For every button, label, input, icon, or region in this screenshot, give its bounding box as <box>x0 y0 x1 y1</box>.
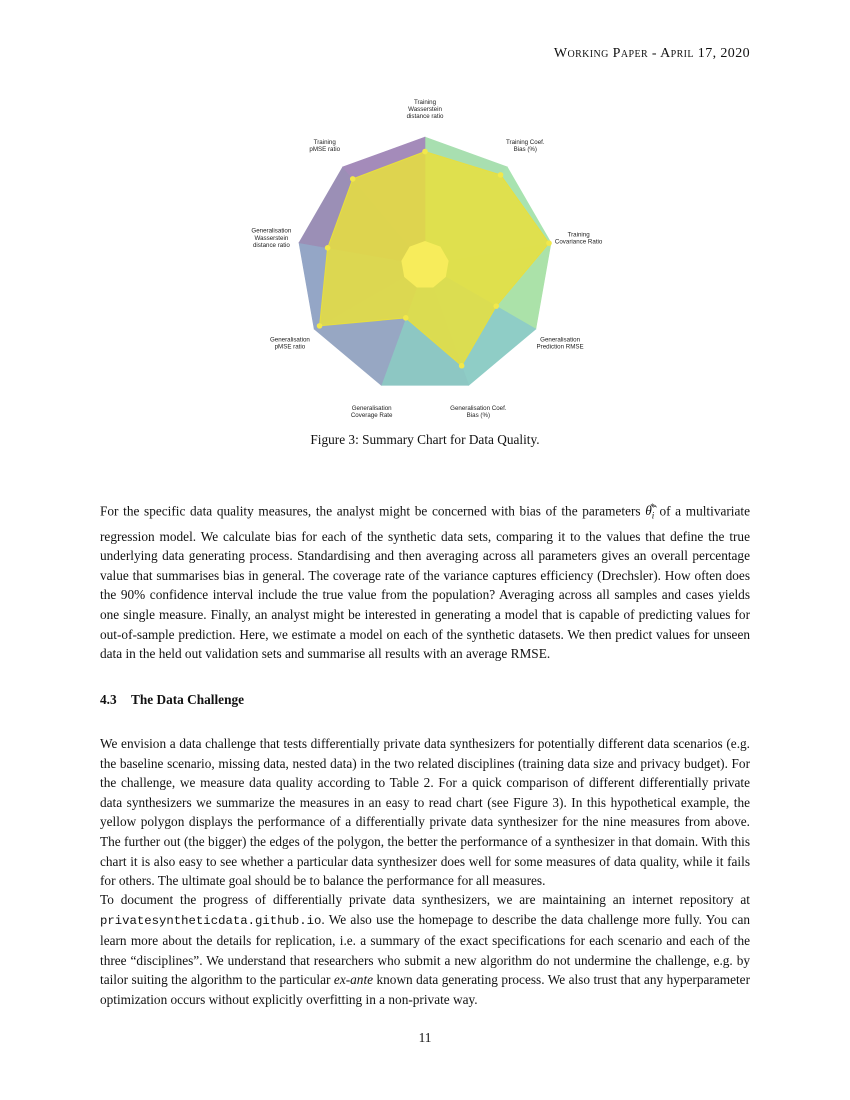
axis-label: Generalisation Coef. Bias (%) <box>450 404 507 420</box>
radar-vertex <box>403 315 409 321</box>
paragraph-repository <box>100 890 750 1010</box>
section-number: 4.3 <box>100 692 117 707</box>
section-title: The Data Challenge <box>131 692 245 707</box>
axis-label: Training Coef. Bias (%) <box>505 138 545 154</box>
axis-label: Generalisation pMSE ratio <box>269 336 310 351</box>
radar-vertex <box>350 176 356 182</box>
figure-caption: Figure 3: Summary Chart for Data Quality. <box>310 432 540 447</box>
radar-vertex <box>498 172 504 178</box>
section-heading <box>100 692 244 708</box>
axis-label: Training pMSE ratio <box>309 138 341 154</box>
radar-vertex <box>325 245 331 251</box>
axis-label: Training Covariance Ratio <box>554 231 603 246</box>
repository-url: privatesyntheticdata.github.io <box>100 913 322 928</box>
paragraph-bias-measures <box>100 498 750 664</box>
axis-label: Generalisation Wasserstein distance ratio <box>251 227 292 250</box>
axis-label: Training Wasserstein distance ratio <box>406 98 444 121</box>
axis-label: Generalisation Prediction RMSE <box>536 336 584 351</box>
radar-vertex <box>422 149 428 155</box>
paragraph-text: To document the progress of differentially private data synthesizers, we are maintaining an internet repository at <box>100 892 750 907</box>
theta-hat: θ̂ <box>645 503 652 519</box>
radar-vertex <box>546 240 552 246</box>
paragraph-text: of a multivariate regression model. We calculate bias for each of the synthetic data sets, comparing it to the values that define the true underlying data generating process. Standardising and then averaging across all parameters gives an overall percentage value that summarises bias in general. The coverage rate of the variance captures efficiency (Drechsler). How often does the 90% confidence interval include the true value from the population? Averaging across all samples and cases yields one single measure. Finally, an analyst might be interested in generating a model that is capable of predicting values for out-of-sample prediction. Here, we estimate a model on each of the synthetic datasets. We then predict values for unseen data in the held out validation sets and summarise all results with an average RMSE. <box>100 503 750 662</box>
axis-label: Generalisation Coverage Rate <box>350 404 393 420</box>
theta-superscript: * <box>650 502 655 512</box>
paragraph-text: For the specific data quality measures, the analyst might be concerned with bias of the parameters <box>100 503 646 519</box>
radar-vertex <box>459 363 465 369</box>
running-header: Working Paper - April 17, 2020 <box>553 46 750 61</box>
theta-hat-symbol <box>645 502 655 522</box>
radar-vertex <box>493 303 499 309</box>
paragraph-data-challenge: We envision a data challenge that tests differentially private data synthesizers for potentially different data scenarios (e.g. the baseline scenario, missing data, nested data) in the two related disciplines (training data size and privacy budget). For the challenge, we measure data quality according to Table 2. For a quick comparison of different differentially private data synthesizers we summarize the measures in an easy to read chart (see Figure 3). In this hypothetical example, the yellow polygon displays the performance of a differentially private data synthesizer for the nine measures from above. The further out (the bigger) the edges of the polygon, the better the performance of a synthesizer in that domain. With this chart it is also easy to see whether a particular data synthesizer does well for some measures of data quality, while it fails for others. The ultimate goal should be to balance the performance for all measures. <box>100 736 750 889</box>
paragraph-text: known data generating process. We also trust that any hyperparameter optimization occurs without explicitly overfitting in a non-private way. <box>100 972 751 1007</box>
theta-subscript: i <box>651 511 655 522</box>
page-number: 11 <box>418 1030 432 1045</box>
emphasis-ex-ante: ex-ante <box>333 972 374 988</box>
paragraph-text: . We also use the homepage to describe the data challenge more fully. You can learn more about the details for replication, i.e. a summary of the exact specifications for each scenario and each of the three “disciplines”. We understand that researchers who submit a new algorithm do not undermine the challenge, e.g. by tailor suiting the algorithm to the particular <box>100 911 750 988</box>
radar-vertex <box>317 323 323 329</box>
data-quality-radar-chart <box>245 95 605 425</box>
